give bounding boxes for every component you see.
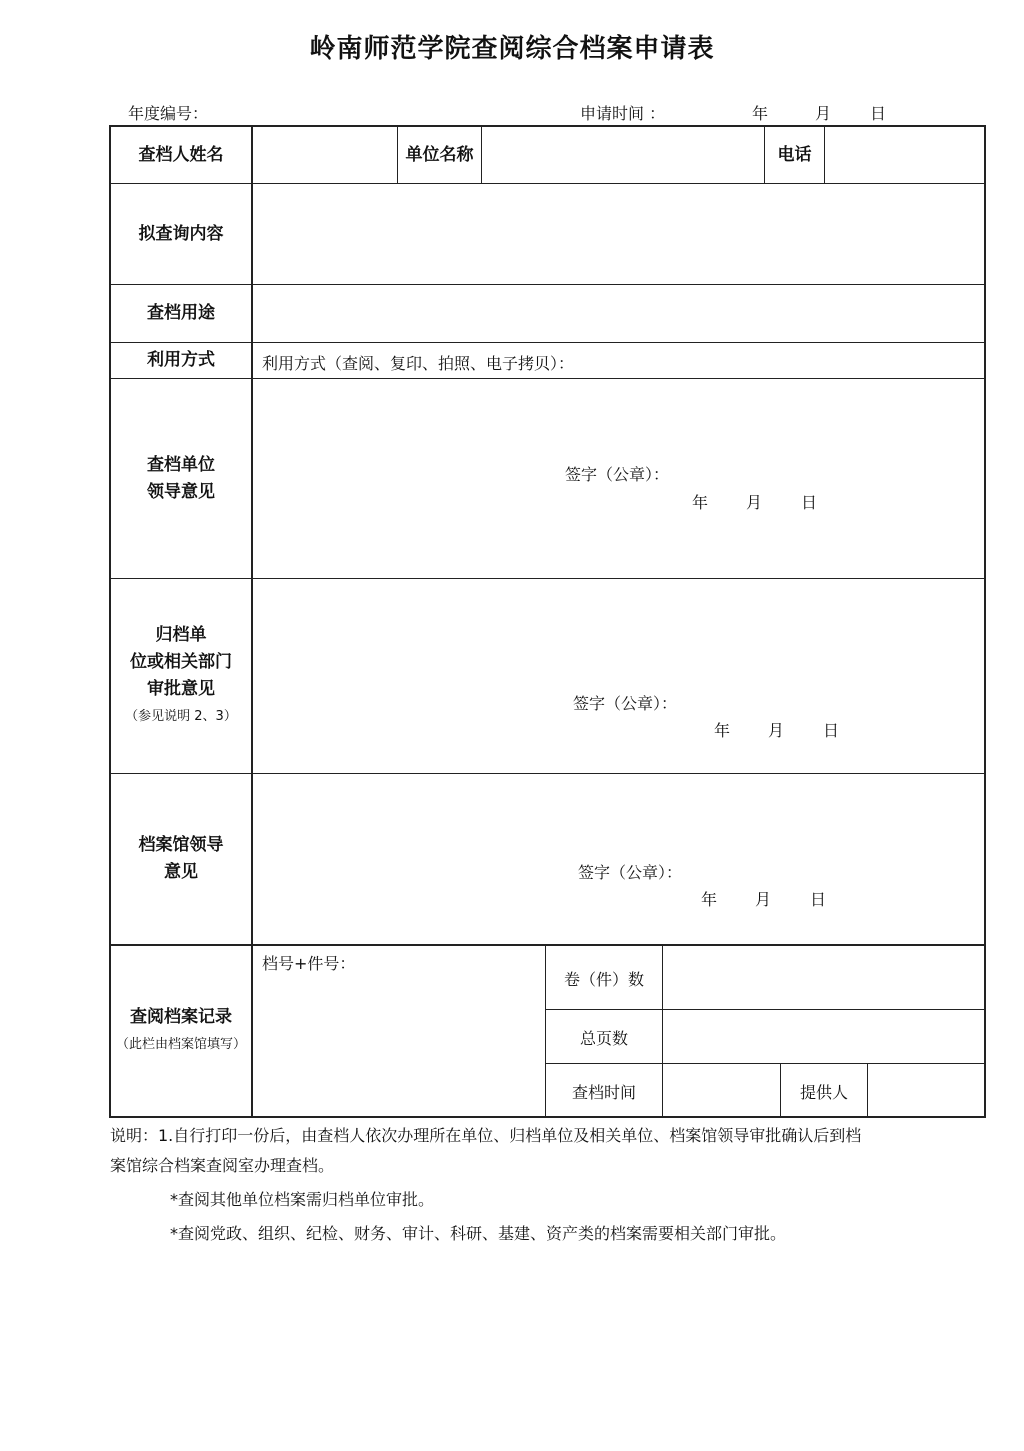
- query-time-field[interactable]: [663, 1064, 780, 1116]
- volume-count-label: 卷（件）数: [563, 970, 644, 989]
- archive-leader-year: 年: [701, 890, 718, 909]
- note2: *查阅其他单位档案需归档单位审批。: [170, 1190, 435, 1209]
- filing-year: 年: [714, 721, 731, 740]
- query-content-label: 拟查询内容: [138, 223, 224, 244]
- filing-day: 日: [823, 721, 840, 740]
- footer-notes: [110, 1121, 970, 1249]
- query-time-label: 查档时间: [571, 1083, 636, 1102]
- filing-month: 月: [768, 721, 785, 740]
- page-title: 岭南师范学院查阅综合档案申请表: [309, 34, 715, 64]
- filing-opinion-field[interactable]: [253, 579, 984, 773]
- unit-leader-month: 月: [746, 493, 763, 512]
- archive-leader-sign-label: 签字（公章）：: [578, 863, 683, 882]
- filing-line2: 位或相关部门: [130, 652, 232, 672]
- applicant-name-label: 查档人姓名: [138, 144, 224, 165]
- file-number-label: 档号+件号：: [262, 954, 356, 973]
- filing-line3: 审批意见: [147, 679, 215, 699]
- unit-leader-line1: 查档单位: [147, 454, 215, 475]
- volume-count-field[interactable]: [663, 946, 984, 1009]
- archive-leader-line2: 意见: [164, 862, 198, 882]
- provider-field[interactable]: [868, 1064, 984, 1116]
- filing-line1: 归档单: [155, 625, 207, 645]
- applicant-name-field[interactable]: [253, 127, 397, 183]
- note1-line2: 案馆综合档案查阅室办理查档。: [110, 1156, 335, 1175]
- archive-leader-day: 日: [810, 890, 827, 909]
- filing-note: （参见说明 2、3）: [125, 709, 237, 724]
- unit-leader-opinion-label: [111, 379, 251, 578]
- file-number-field[interactable]: [253, 975, 544, 1115]
- apply-month-label: 月: [815, 104, 832, 123]
- apply-day-label: 日: [870, 104, 887, 123]
- archive-leader-opinion-label: [111, 774, 251, 944]
- unit-leader-sign-label: 签字（公章）：: [565, 465, 670, 484]
- unit-name-label: 单位名称: [405, 144, 474, 165]
- archive-leader-line1: 档案馆领导: [138, 835, 224, 855]
- unit-leader-line2: 领导意见: [147, 481, 215, 502]
- unit-name-field[interactable]: [482, 127, 764, 183]
- total-pages-label: 总页数: [579, 1029, 628, 1048]
- query-content-field[interactable]: [253, 184, 984, 284]
- filing-opinion-label: [111, 579, 251, 773]
- usage-method-value[interactable]: 利用方式（查阅、复印、拍照、电子拷贝）：: [262, 354, 575, 373]
- filing-sign-label: 签字（公章）：: [573, 694, 678, 713]
- note3: *查阅党政、组织、纪检、财务、审计、科研、基建、资产类的档案需要相关部门审批。: [170, 1224, 787, 1243]
- purpose-field[interactable]: [253, 285, 984, 342]
- phone-field[interactable]: [825, 127, 984, 183]
- unit-leader-year: 年: [692, 493, 709, 512]
- provider-label: 提供人: [799, 1083, 848, 1102]
- archive-leader-opinion-field[interactable]: [253, 774, 984, 944]
- note1-line1: 说明：1.自行打印一份后，由查档人依次办理所在单位、归档单位及相关单位、档案馆领导审批确认后到档: [110, 1126, 862, 1145]
- apply-time-label: 申请时间 ：: [580, 104, 666, 123]
- archive-leader-month: 月: [755, 890, 772, 909]
- record-label: [111, 946, 251, 1116]
- phone-label: 电话: [777, 144, 812, 165]
- year-number-label: 年度编号：: [128, 104, 209, 123]
- record-note: （此栏由档案馆填写）: [115, 1037, 246, 1052]
- apply-year-label: 年: [752, 104, 769, 123]
- unit-leader-day: 日: [801, 493, 818, 512]
- total-pages-field[interactable]: [663, 1010, 984, 1063]
- usage-method-label: 利用方式: [147, 350, 215, 370]
- record-label-text: 查阅档案记录: [130, 1007, 232, 1027]
- purpose-label: 查档用途: [147, 303, 215, 323]
